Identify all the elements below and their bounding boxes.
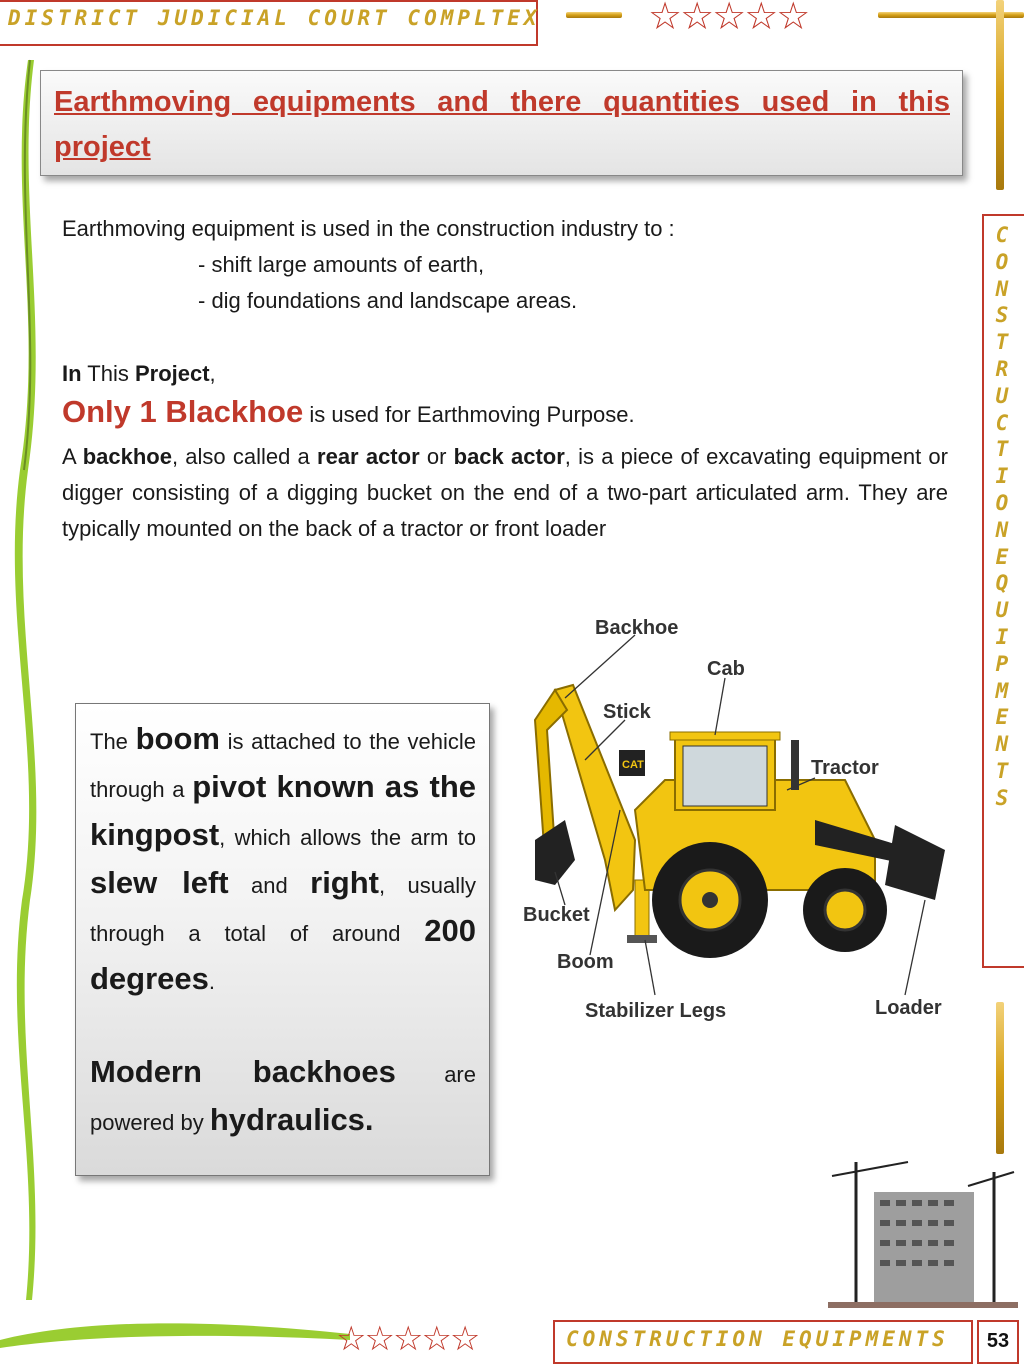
backhoe-description: A backhoe, also called a rear actor or back actor, is a piece of excavating equipment or digger consisting of a digging bucket on the end of a two-part articulated arm. They are typically mounted on the back of a tractor or front loader: [62, 444, 948, 541]
side-label-letter: U: [995, 598, 1009, 623]
header-title: DISTRICT JUDICIAL COURT COMPLTEX: [8, 6, 541, 30]
header-gold-bar: [566, 12, 622, 18]
label-bucket: Bucket: [523, 904, 590, 926]
side-label-letter: S: [995, 303, 1009, 328]
side-label-letter: I: [995, 624, 1009, 649]
backhoe-diagram: [515, 610, 965, 1030]
label-stabilizer-legs: Stabilizer Legs: [585, 1000, 727, 1022]
side-label-letter: N: [995, 732, 1009, 757]
side-label-letter: T: [995, 330, 1009, 355]
side-label-letter: E: [995, 544, 1009, 569]
highlight-count: Only 1 Blackhoe: [62, 394, 304, 429]
footer-title: CONSTRUCTION EQUIPMENTS: [566, 1327, 949, 1351]
building-crane-illustration: [828, 1152, 1018, 1312]
side-label-letter: Q: [995, 571, 1009, 596]
right-gold-post-bottom: [996, 1002, 1004, 1154]
side-label-letter: T: [995, 758, 1009, 783]
label-backhoe: Backhoe: [595, 617, 679, 639]
side-label: [988, 222, 1016, 812]
side-label-letter: T: [995, 437, 1009, 462]
label-cab: Cab: [707, 658, 745, 680]
green-vine-decoration: [0, 0, 60, 1366]
side-label-letter: N: [995, 517, 1009, 542]
intro-text: Earthmoving equipment is used in the construction industry to :: [62, 216, 675, 241]
side-label-letter: C: [995, 223, 1009, 247]
intro-bullets: [198, 247, 577, 319]
green-swoosh-decoration: [0, 1300, 360, 1366]
footer-stars: ☆☆☆☆☆: [336, 1320, 479, 1358]
label-loader: Loader: [875, 997, 942, 1019]
side-label-letter: S: [995, 785, 1009, 810]
bullet-item: - shift large amounts of earth,: [198, 252, 485, 277]
side-label-letter: U: [995, 383, 1009, 408]
side-label-letter: R: [995, 356, 1009, 381]
side-label-letter: O: [995, 490, 1009, 515]
side-label-letter: O: [995, 249, 1009, 274]
page-number: 53: [986, 1330, 1010, 1352]
side-label-letter: C: [995, 410, 1009, 435]
side-label-letter: N: [995, 276, 1009, 301]
side-label-letter: P: [995, 651, 1009, 676]
bullet-item: - dig foundations and landscape areas.: [198, 288, 578, 313]
side-label-letter: I: [995, 464, 1009, 489]
boom-info-text: The boom is attached to the vehicle through a pivot known as the kingpost, which allows the arm to slew left and right, usually through a total of around 200 degrees. Modern backhoes are powered by hydraulics.: [90, 721, 476, 1137]
cat-logo-text: CAT: [622, 759, 644, 771]
blackhoe-line: Only 1 Blackhoe is used for Earthmoving Purpose.: [62, 394, 635, 429]
page-title: Earthmoving equipments and there quantities used in this project: [54, 86, 950, 163]
label-tractor: Tractor: [811, 757, 879, 779]
label-stick: Stick: [603, 701, 651, 723]
right-gold-post-top: [996, 0, 1004, 190]
header-stars: ☆☆☆☆☆: [648, 0, 809, 38]
label-boom: Boom: [557, 951, 614, 973]
side-label-letter: M: [995, 678, 1009, 703]
side-label-letter: E: [995, 705, 1009, 730]
project-line: In This Project,: [62, 361, 216, 386]
